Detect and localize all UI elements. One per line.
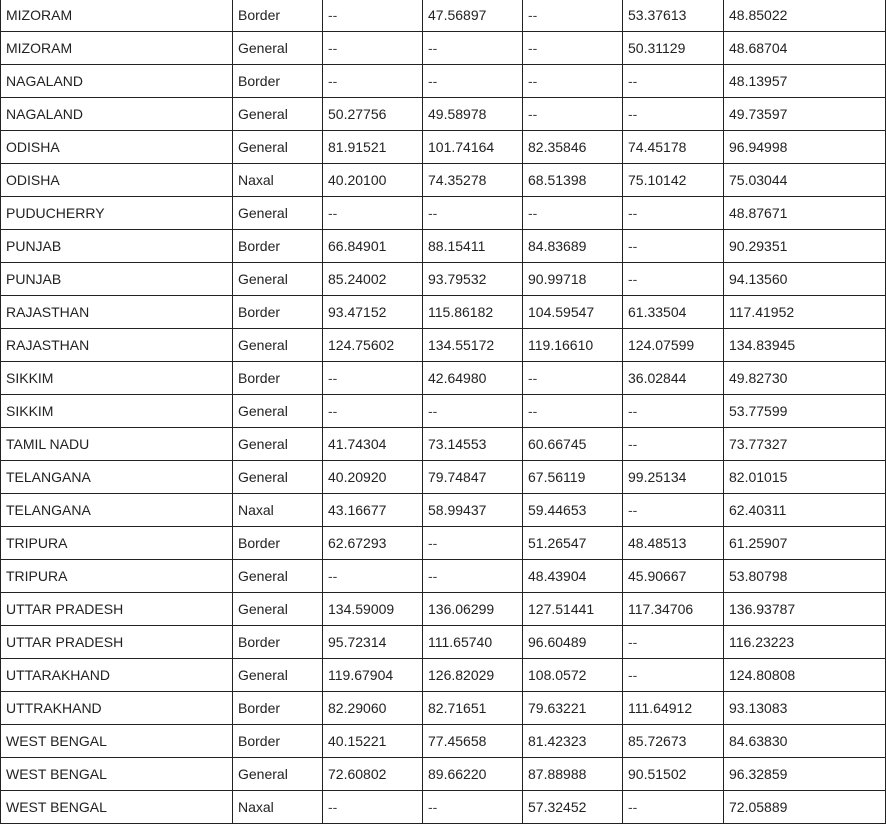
value-cell-1: -- <box>323 395 423 428</box>
value-cell-2: 115.86182 <box>423 296 523 329</box>
zone-cell: Border <box>233 230 323 263</box>
value-cell-1: 72.60802 <box>323 758 423 791</box>
value-cell-2: -- <box>423 197 523 230</box>
value-cell-3: -- <box>523 362 623 395</box>
value-cell-2: 136.06299 <box>423 593 523 626</box>
table-row <box>1 362 886 395</box>
value-cell-3: 79.63221 <box>523 692 623 725</box>
value-cell-5: 96.94998 <box>724 131 886 164</box>
zone-cell: General <box>233 32 323 65</box>
value-cell-4: 99.25134 <box>623 461 724 494</box>
state-cell: NAGALAND <box>1 65 233 98</box>
zone-cell: General <box>233 131 323 164</box>
value-cell-2: 42.64980 <box>423 362 523 395</box>
table-row <box>1 791 886 824</box>
value-cell-5: 61.25907 <box>724 527 886 560</box>
value-cell-2: 79.74847 <box>423 461 523 494</box>
table-body <box>1 0 886 824</box>
value-cell-3: 87.88988 <box>523 758 623 791</box>
value-cell-2: 126.82029 <box>423 659 523 692</box>
value-cell-4: 117.34706 <box>623 593 724 626</box>
table-row <box>1 98 886 131</box>
state-cell: WEST BENGAL <box>1 791 233 824</box>
value-cell-3: 68.51398 <box>523 164 623 197</box>
value-cell-4: -- <box>623 659 724 692</box>
zone-cell: General <box>233 197 323 230</box>
value-cell-2: -- <box>423 32 523 65</box>
table-row <box>1 560 886 593</box>
value-cell-3: -- <box>523 197 623 230</box>
zone-cell: Naxal <box>233 164 323 197</box>
table-row <box>1 32 886 65</box>
value-cell-1: 95.72314 <box>323 626 423 659</box>
state-cell: PUNJAB <box>1 263 233 296</box>
value-cell-4: 45.90667 <box>623 560 724 593</box>
value-cell-4: 124.07599 <box>623 329 724 362</box>
value-cell-1: 40.20100 <box>323 164 423 197</box>
value-cell-2: -- <box>423 65 523 98</box>
value-cell-4: 36.02844 <box>623 362 724 395</box>
value-cell-4: 48.48513 <box>623 527 724 560</box>
value-cell-4: -- <box>623 395 724 428</box>
value-cell-5: 49.82730 <box>724 362 886 395</box>
value-cell-3: -- <box>523 395 623 428</box>
value-cell-1: 50.27756 <box>323 98 423 131</box>
value-cell-3: 82.35846 <box>523 131 623 164</box>
value-cell-2: -- <box>423 527 523 560</box>
state-cell: PUDUCHERRY <box>1 197 233 230</box>
value-cell-2: 134.55172 <box>423 329 523 362</box>
zone-cell: General <box>233 461 323 494</box>
value-cell-1: 81.91521 <box>323 131 423 164</box>
value-cell-3: -- <box>523 98 623 131</box>
value-cell-3: 127.51441 <box>523 593 623 626</box>
state-cell: SIKKIM <box>1 362 233 395</box>
value-cell-1: 41.74304 <box>323 428 423 461</box>
value-cell-1: 66.84901 <box>323 230 423 263</box>
value-cell-1: 134.59009 <box>323 593 423 626</box>
zone-cell: General <box>233 263 323 296</box>
value-cell-3: 96.60489 <box>523 626 623 659</box>
value-cell-4: 90.51502 <box>623 758 724 791</box>
zone-cell: General <box>233 329 323 362</box>
value-cell-1: 93.47152 <box>323 296 423 329</box>
zone-cell: General <box>233 593 323 626</box>
value-cell-3: -- <box>523 65 623 98</box>
state-cell: RAJASTHAN <box>1 296 233 329</box>
value-cell-4: 50.31129 <box>623 32 724 65</box>
zone-cell: General <box>233 395 323 428</box>
table-row <box>1 593 886 626</box>
table-row <box>1 65 886 98</box>
table-row <box>1 725 886 758</box>
value-cell-5: 116.23223 <box>724 626 886 659</box>
value-cell-3: -- <box>523 32 623 65</box>
state-cell: TELANGANA <box>1 494 233 527</box>
value-cell-2: 88.15411 <box>423 230 523 263</box>
value-cell-1: 85.24002 <box>323 263 423 296</box>
table-row <box>1 296 886 329</box>
state-cell: MIZORAM <box>1 0 233 32</box>
value-cell-5: 136.93787 <box>724 593 886 626</box>
table-row <box>1 494 886 527</box>
value-cell-5: 48.87671 <box>724 197 886 230</box>
value-cell-3: 119.16610 <box>523 329 623 362</box>
value-cell-2: 89.66220 <box>423 758 523 791</box>
value-cell-5: 93.13083 <box>724 692 886 725</box>
value-cell-4: -- <box>623 65 724 98</box>
value-cell-3: 51.26547 <box>523 527 623 560</box>
value-cell-2: 111.65740 <box>423 626 523 659</box>
state-cell: TAMIL NADU <box>1 428 233 461</box>
value-cell-4: -- <box>623 626 724 659</box>
value-cell-2: -- <box>423 560 523 593</box>
value-cell-4: 74.45178 <box>623 131 724 164</box>
value-cell-3: 90.99718 <box>523 263 623 296</box>
value-cell-3: 48.43904 <box>523 560 623 593</box>
value-cell-3: 108.0572 <box>523 659 623 692</box>
state-cell: UTTRAKHAND <box>1 692 233 725</box>
state-cell: WEST BENGAL <box>1 725 233 758</box>
value-cell-5: 49.73597 <box>724 98 886 131</box>
state-cell: SIKKIM <box>1 395 233 428</box>
value-cell-1: -- <box>323 0 423 32</box>
table-row <box>1 659 886 692</box>
value-cell-1: 82.29060 <box>323 692 423 725</box>
value-cell-5: 84.63830 <box>724 725 886 758</box>
state-cell: NAGALAND <box>1 98 233 131</box>
state-cell: RAJASTHAN <box>1 329 233 362</box>
value-cell-5: 90.29351 <box>724 230 886 263</box>
value-cell-5: 124.80808 <box>724 659 886 692</box>
state-cell: UTTAR PRADESH <box>1 593 233 626</box>
zone-cell: Border <box>233 626 323 659</box>
value-cell-5: 48.85022 <box>724 0 886 32</box>
zone-cell: General <box>233 428 323 461</box>
zone-cell: Border <box>233 296 323 329</box>
value-cell-1: -- <box>323 197 423 230</box>
table-row <box>1 395 886 428</box>
value-cell-2: 77.45658 <box>423 725 523 758</box>
value-cell-5: 82.01015 <box>724 461 886 494</box>
table-row <box>1 329 886 362</box>
zone-cell: Border <box>233 692 323 725</box>
value-cell-5: 72.05889 <box>724 791 886 824</box>
table-row <box>1 758 886 791</box>
table-row <box>1 461 886 494</box>
value-cell-1: 40.20920 <box>323 461 423 494</box>
table-row <box>1 230 886 263</box>
value-cell-3: 81.42323 <box>523 725 623 758</box>
table-row <box>1 428 886 461</box>
state-cell: TRIPURA <box>1 560 233 593</box>
table-row <box>1 0 886 32</box>
value-cell-4: -- <box>623 791 724 824</box>
value-cell-4: 85.72673 <box>623 725 724 758</box>
state-cell: TRIPURA <box>1 527 233 560</box>
state-cell: WEST BENGAL <box>1 758 233 791</box>
zone-cell: Naxal <box>233 791 323 824</box>
value-cell-3: 59.44653 <box>523 494 623 527</box>
zone-cell: Border <box>233 725 323 758</box>
table-row <box>1 164 886 197</box>
value-cell-1: 40.15221 <box>323 725 423 758</box>
state-cell: UTTAR PRADESH <box>1 626 233 659</box>
value-cell-4: -- <box>623 494 724 527</box>
value-cell-1: -- <box>323 560 423 593</box>
value-cell-2: 82.71651 <box>423 692 523 725</box>
zone-cell: Border <box>233 0 323 32</box>
zone-cell: General <box>233 560 323 593</box>
state-cell: UTTARAKHAND <box>1 659 233 692</box>
state-cell: TELANGANA <box>1 461 233 494</box>
value-cell-4: 75.10142 <box>623 164 724 197</box>
value-cell-5: 96.32859 <box>724 758 886 791</box>
value-cell-5: 53.77599 <box>724 395 886 428</box>
value-cell-1: -- <box>323 32 423 65</box>
value-cell-2: 93.79532 <box>423 263 523 296</box>
value-cell-1: -- <box>323 65 423 98</box>
value-cell-3: 104.59547 <box>523 296 623 329</box>
value-cell-5: 73.77327 <box>724 428 886 461</box>
value-cell-2: 101.74164 <box>423 131 523 164</box>
zone-cell: General <box>233 659 323 692</box>
value-cell-3: 57.32452 <box>523 791 623 824</box>
table-row <box>1 197 886 230</box>
value-cell-2: 49.58978 <box>423 98 523 131</box>
value-cell-4: -- <box>623 230 724 263</box>
value-cell-1: -- <box>323 362 423 395</box>
table-row <box>1 131 886 164</box>
value-cell-2: 74.35278 <box>423 164 523 197</box>
value-cell-5: 94.13560 <box>724 263 886 296</box>
value-cell-4: 111.64912 <box>623 692 724 725</box>
value-cell-1: 119.67904 <box>323 659 423 692</box>
value-cell-5: 48.68704 <box>724 32 886 65</box>
zone-cell: Border <box>233 65 323 98</box>
value-cell-5: 75.03044 <box>724 164 886 197</box>
value-cell-2: 47.56897 <box>423 0 523 32</box>
state-cell: MIZORAM <box>1 32 233 65</box>
table-row <box>1 527 886 560</box>
value-cell-1: 62.67293 <box>323 527 423 560</box>
value-cell-4: -- <box>623 263 724 296</box>
value-cell-4: 53.37613 <box>623 0 724 32</box>
value-cell-1: -- <box>323 791 423 824</box>
value-cell-5: 48.13957 <box>724 65 886 98</box>
zone-cell: Border <box>233 362 323 395</box>
value-cell-3: 60.66745 <box>523 428 623 461</box>
value-cell-5: 53.80798 <box>724 560 886 593</box>
value-cell-5: 117.41952 <box>724 296 886 329</box>
state-cell: PUNJAB <box>1 230 233 263</box>
table-row <box>1 263 886 296</box>
value-cell-2: -- <box>423 791 523 824</box>
value-cell-3: 84.83689 <box>523 230 623 263</box>
value-cell-1: 43.16677 <box>323 494 423 527</box>
value-cell-1: 124.75602 <box>323 329 423 362</box>
value-cell-3: -- <box>523 0 623 32</box>
value-cell-5: 134.83945 <box>724 329 886 362</box>
table-row <box>1 692 886 725</box>
zone-cell: Naxal <box>233 494 323 527</box>
zone-cell: Border <box>233 527 323 560</box>
value-cell-4: -- <box>623 428 724 461</box>
state-cell: ODISHA <box>1 131 233 164</box>
zone-cell: General <box>233 98 323 131</box>
zone-cell: General <box>233 758 323 791</box>
value-cell-4: -- <box>623 197 724 230</box>
value-cell-2: -- <box>423 395 523 428</box>
value-cell-4: 61.33504 <box>623 296 724 329</box>
value-cell-2: 73.14553 <box>423 428 523 461</box>
value-cell-2: 58.99437 <box>423 494 523 527</box>
table-row <box>1 626 886 659</box>
state-cell: ODISHA <box>1 164 233 197</box>
value-cell-5: 62.40311 <box>724 494 886 527</box>
value-cell-4: -- <box>623 98 724 131</box>
value-cell-3: 67.56119 <box>523 461 623 494</box>
